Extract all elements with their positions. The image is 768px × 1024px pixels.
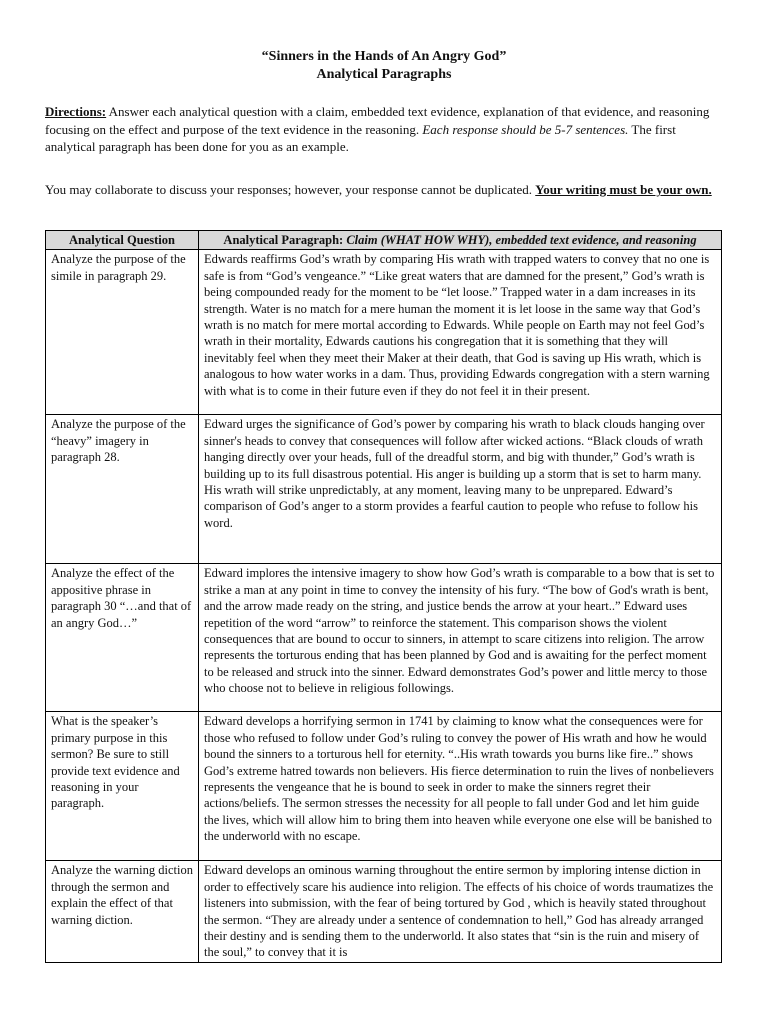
document-title: “Sinners in the Hands of An Angry God” <box>261 49 507 64</box>
table-row <box>46 861 722 962</box>
table-row <box>46 250 722 415</box>
directions-paragraph <box>45 103 715 156</box>
paragraph-cell: Edwards reaffirms God’s wrath by comparing His wrath with trapped waters to convey that no one is safe is from “God’s vengeance.” “Like great waters that are damned for the present,” God’s wrath is being compounded ready for the moment to be “let loose.” Trapped water in a dam increases in its strength. Water is no match for a mere human the moment it is let loose in the same way that God’s wrath is no match for mere mortal according to Edwards. While people on Earth may not feel God’s wrath in their mortality, Edwards cautions his congregation that it is something that they will inevitably feel when they meet their Maker at their death, that God is saving up His wrath, which is analogous to how water works in a dam. Thus, providing Edwards congregation with a stern warning with what is to come in their future even if they do not feel it in their present. <box>199 250 722 415</box>
directions-label: Directions: <box>45 104 107 119</box>
directions-italic: Each response should be 5-7 sentences. <box>422 121 629 137</box>
collaboration-note <box>45 177 715 202</box>
note-bold: Your writing must be your own. <box>535 182 712 197</box>
document-subtitle: Analytical Paragraphs <box>316 67 452 82</box>
paragraph-cell: Edward urges the significance of God’s power by comparing his wrath to black clouds hanging over sinner's heads to convey that consequences will follow after wicked actions. “Black clouds of wrath hanging directly over your heads, full of the dreadful storm, and big with thunder,” God’s wrath is building up to its full disastrous potential. His anger is building up a storm that is set to harm many. His wrath will strike unpredictably, at any moment, leaving many to be unprepared. Edward’s comparison of God’s anger to a storm provides a fearful caution to people who refuse to follow his word. <box>199 415 722 564</box>
directions-tail: The first analytical paragraph has been done for you as an example. <box>45 121 676 154</box>
table-header-row <box>46 231 722 250</box>
column-header-paragraph-italic: Claim (WHAT HOW WHY), embedded text evidence, and reasoning <box>346 233 697 247</box>
question-cell: Analyze the warning diction through the sermon and explain the effect of that warning diction. <box>46 861 199 962</box>
analysis-table <box>45 230 722 963</box>
paragraph-cell: Edward develops an ominous warning throughout the entire sermon by imploring intense diction in order to effectively scare his audience into religion. The effects of his choice of words traumatizes the listeners into submission, with the fear of being tortured by God , which is heavily stated throughout the sermon. “They are already under a sentence of condemnation to hell,” God has already arranged their destiny and is sending them to the underworld. It also states that “sin is the ruin and misery of the soul,” to convey that it is <box>199 861 722 962</box>
question-cell: Analyze the effect of the appositive phrase in paragraph 30 “…and that of an angry God…” <box>46 564 199 712</box>
paragraph-cell: Edward implores the intensive imagery to show how God’s wrath is comparable to a bow that is set to strike a man at any point in time to convey the intensity of his fury. “The bow of God's wrath is bent, and the arrow made ready on the string, and justice bends the arrow at your heart..” Edward uses repetition of the word “arrow” to reinforce the statement. This comparison shows the violent consequences that are bound to occur to sinners, in attempt to scare citizens into religion. The arrow represents the torturous ending that has been planned by God and is awaiting for the perfect moment to be released and struck into the sinner. Edward demonstrates God’s power and little mercy to those who choose not to believe in religious followings. <box>199 564 722 712</box>
table-row <box>46 415 722 564</box>
directions-text: Answer each analytical question with a claim, embedded text evidence, explanation of that evidence, and reasoning focusing on the effect and purpose of the text evidence in the reasoning. <box>45 104 710 137</box>
question-cell: Analyze the purpose of the simile in paragraph 29. <box>46 250 199 415</box>
column-header-question: Analytical Question <box>46 231 199 250</box>
question-cell: Analyze the purpose of the “heavy” imagery in paragraph 28. <box>46 415 199 564</box>
table-row <box>46 564 722 712</box>
paragraph-cell: Edward develops a horrifying sermon in 1741 by claiming to know what the consequences were for those who refused to follow under God’s ruling to convey the power of His wrath and how he would bound the sinners to a torturous hell for eternity. “..His wrath towards you burns like fire..” shows God’s extreme hatred towards non believers. His fierce determination to ruin the lives of nonbelievers represents the vengeance that he is bound to seek in order to make the sinners regret their actions/beliefs. The sermon stresses the necessity for all people to fall under God and let him guide the lives, which will allow him to bring them into heaven while everyone one else will be banished to the underworld with no escape. <box>199 712 722 861</box>
question-cell: What is the speaker’s primary purpose in this sermon? Be sure to still provide text evidence and reasoning in your paragraph. <box>46 712 199 861</box>
column-header-paragraph-bold: Analytical Paragraph: <box>223 233 347 247</box>
note-text: You may collaborate to discuss your responses; however, your response cannot be duplicated. <box>45 182 536 197</box>
table-row <box>46 712 722 861</box>
column-header-paragraph <box>199 231 722 250</box>
